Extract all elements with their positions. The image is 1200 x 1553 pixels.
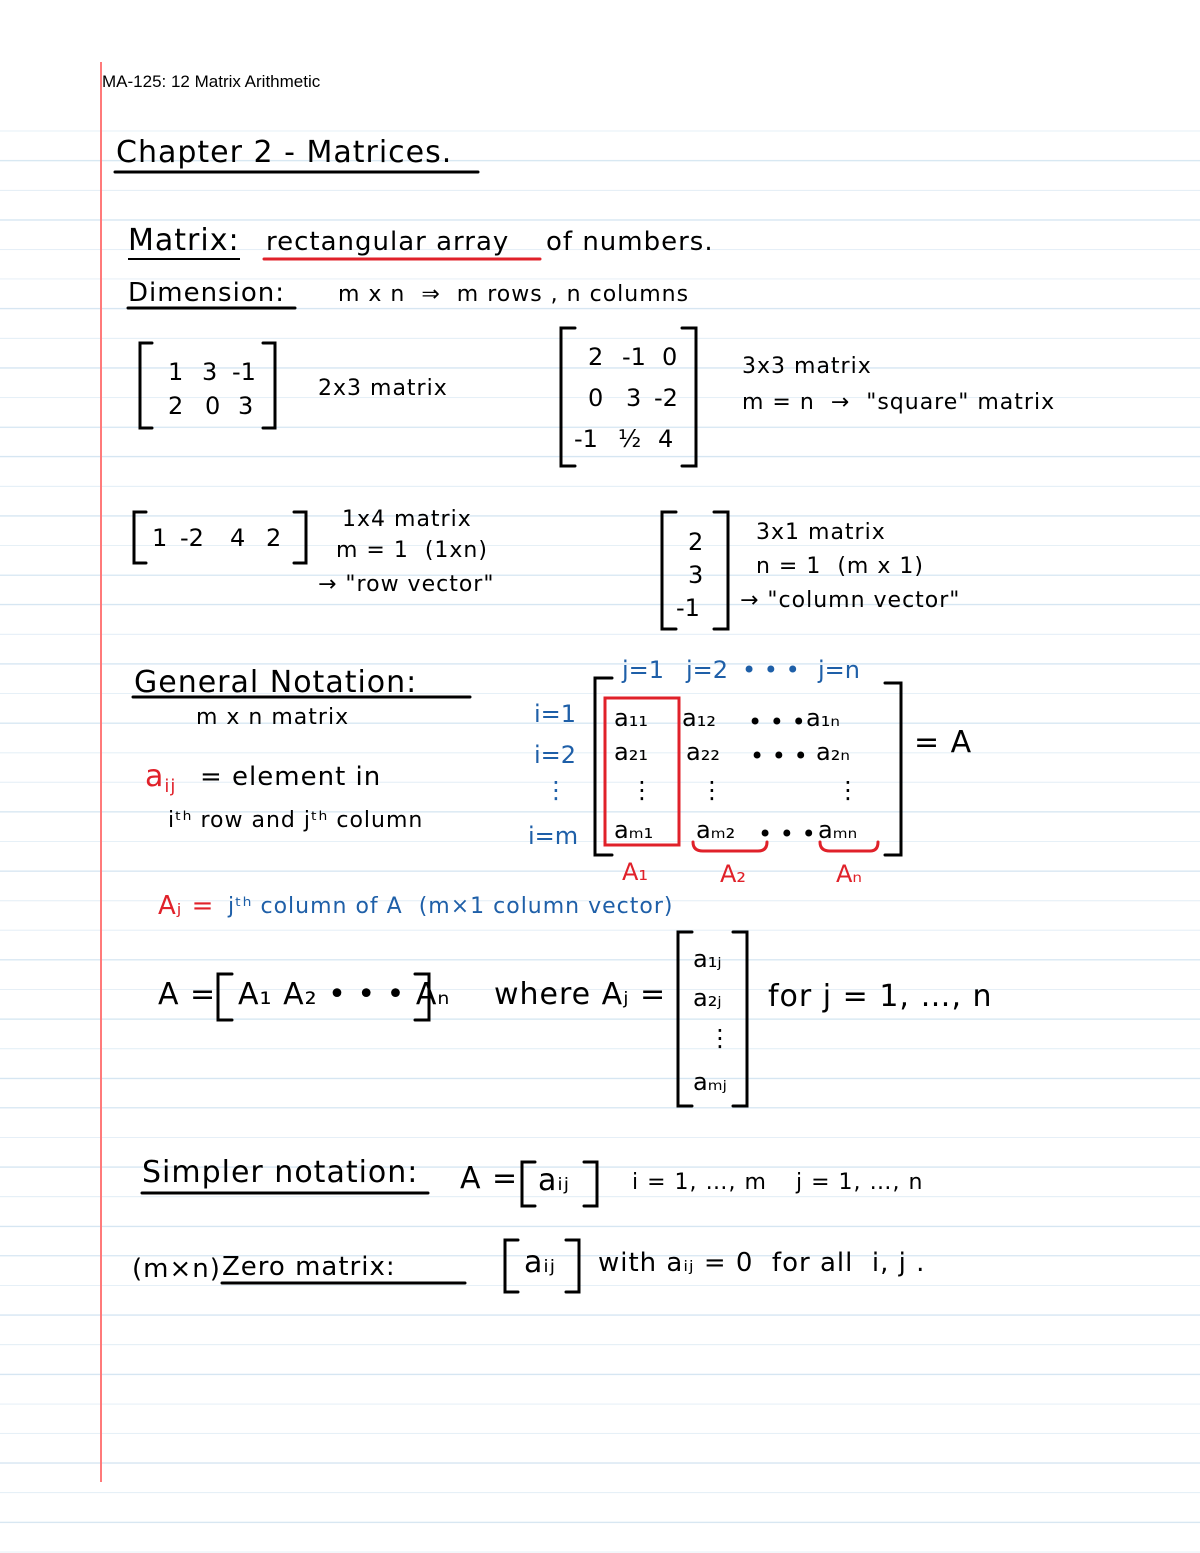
matrix-cell: 4	[658, 425, 674, 453]
matrix-term: Matrix:	[128, 223, 240, 258]
example4-label: 3x1 matrix	[756, 520, 886, 545]
matrix-cell: ⋮	[700, 776, 724, 804]
example2-label: 3x3 matrix	[742, 354, 872, 379]
matrix-cell: 3	[688, 561, 704, 589]
matrix-cell: • • •	[750, 742, 808, 770]
matrix-cell: • • •	[748, 708, 806, 736]
matrix-cell: ⋮	[708, 1024, 732, 1052]
matrix-cell: a₁ⱼ	[693, 945, 722, 973]
a-equals: A =	[158, 977, 217, 1012]
aj-label: Aⱼ =	[158, 891, 215, 921]
aij-description-line2: iᵗʰ row and jᵗʰ column	[168, 808, 424, 833]
row-label: ⋮	[544, 776, 568, 804]
row-label: i=2	[534, 741, 577, 769]
row-label: i=1	[534, 700, 577, 728]
matrix-cell: 3	[626, 384, 642, 412]
matrix-cell: 2	[588, 343, 604, 371]
example4-line3: → "column vector"	[740, 588, 961, 613]
column-name: Aₙ	[836, 860, 862, 888]
aj-description: jᵗʰ column of A (m×1 column vector)	[228, 894, 674, 919]
column-name: A₁	[622, 858, 649, 886]
matrix-cell: a₂₂	[686, 738, 720, 766]
aij-description-line1: = element in	[200, 762, 382, 792]
simpler-matrix: aᵢⱼ	[538, 1163, 570, 1198]
a-columns: A₁ A₂ • • • Aₙ	[238, 977, 451, 1012]
zero-matrix-description: with aᵢⱼ = 0 for all i, j .	[598, 1248, 926, 1278]
matrix-cell: -1	[574, 425, 598, 453]
matrix-cell: a₂ₙ	[816, 738, 850, 766]
matrix-cell: a₁₂	[682, 704, 716, 732]
matrix-cell: 3	[202, 358, 218, 386]
general-notation-subtitle: m x n matrix	[196, 705, 350, 730]
col-label: j=n	[818, 656, 860, 684]
zero-matrix-title: Zero matrix:	[222, 1252, 396, 1282]
dimension-term: Dimension:	[128, 278, 285, 308]
matrix-cell: 2	[168, 392, 184, 420]
matrix-cell: 2	[688, 528, 704, 556]
where-aj: where Aⱼ =	[494, 977, 667, 1012]
matrix-definition-rest: of numbers.	[546, 227, 714, 257]
for-j-range: for j = 1, …, n	[768, 979, 993, 1014]
matrix-cell: a₂₁	[614, 738, 648, 766]
zero-matrix-symbol: aᵢⱼ	[524, 1245, 556, 1280]
matrix-cell: ⋮	[630, 776, 654, 804]
matrix-definition-underlined: rectangular array	[266, 227, 510, 257]
example3-line3: → "row vector"	[318, 572, 495, 597]
matrix-cell: aₘ₁	[614, 816, 654, 844]
zero-prefix: (m×n)	[132, 1254, 221, 1284]
row-label: i=m	[528, 822, 579, 850]
example3-line2: m = 1 (1xn)	[336, 538, 488, 563]
example1-label: 2x3 matrix	[318, 376, 448, 401]
matrix-cell: 3	[238, 392, 254, 420]
column-name: A₂	[720, 860, 747, 888]
matrix-cell: a₂ⱼ	[693, 984, 722, 1012]
chapter-title: Chapter 2 - Matrices.	[116, 135, 453, 170]
matrix-cell: 0	[205, 392, 221, 420]
col-label: j=2	[686, 656, 729, 684]
simpler-range-j: j = 1, …, n	[796, 1170, 924, 1195]
matrix-cell: ½	[618, 425, 642, 453]
simpler-equation: A =	[460, 1161, 519, 1196]
matrix-cell: 4	[230, 524, 246, 552]
matrix-cell: aₘⱼ	[693, 1068, 727, 1096]
matrix-cell: 0	[662, 343, 678, 371]
document-title: MA-125: 12 Matrix Arithmetic	[102, 72, 321, 91]
matrix-cell: 1	[168, 358, 184, 386]
simpler-range-i: i = 1, …, m	[632, 1170, 767, 1195]
matrix-cell: aₘₙ	[818, 816, 858, 844]
matrix-cell: -1	[622, 343, 646, 371]
example2-note: m = n → "square" matrix	[742, 390, 1056, 415]
dimension-definition: m x n ⇒ m rows , n columns	[338, 282, 690, 307]
example4-line2: n = 1 (m x 1)	[756, 554, 924, 579]
general-notation-title: General Notation:	[134, 665, 418, 700]
matrix-cell: 0	[588, 384, 604, 412]
aij-symbol: $a_{ij}$	[145, 759, 177, 797]
example3-label: 1x4 matrix	[342, 507, 472, 532]
matrix-cell: -2	[654, 384, 678, 412]
matrix-cell: a₁₁	[614, 704, 648, 732]
matrix-cell: • • •	[758, 820, 816, 848]
matrix-cell: aₘ₂	[696, 816, 736, 844]
matrix-cell: -2	[180, 524, 204, 552]
col-label: j=1	[622, 656, 665, 684]
matrix-cell: 1	[152, 524, 168, 552]
matrix-cell: -1	[676, 594, 700, 622]
col-label: • • •	[742, 656, 800, 684]
matrix-cell: ⋮	[836, 776, 860, 804]
simpler-notation-title: Simpler notation:	[142, 1155, 419, 1190]
equals-a: = A	[914, 725, 973, 760]
matrix-cell: 2	[266, 524, 282, 552]
matrix-cell: a₁ₙ	[806, 704, 840, 732]
matrix-cell: -1	[232, 358, 256, 386]
